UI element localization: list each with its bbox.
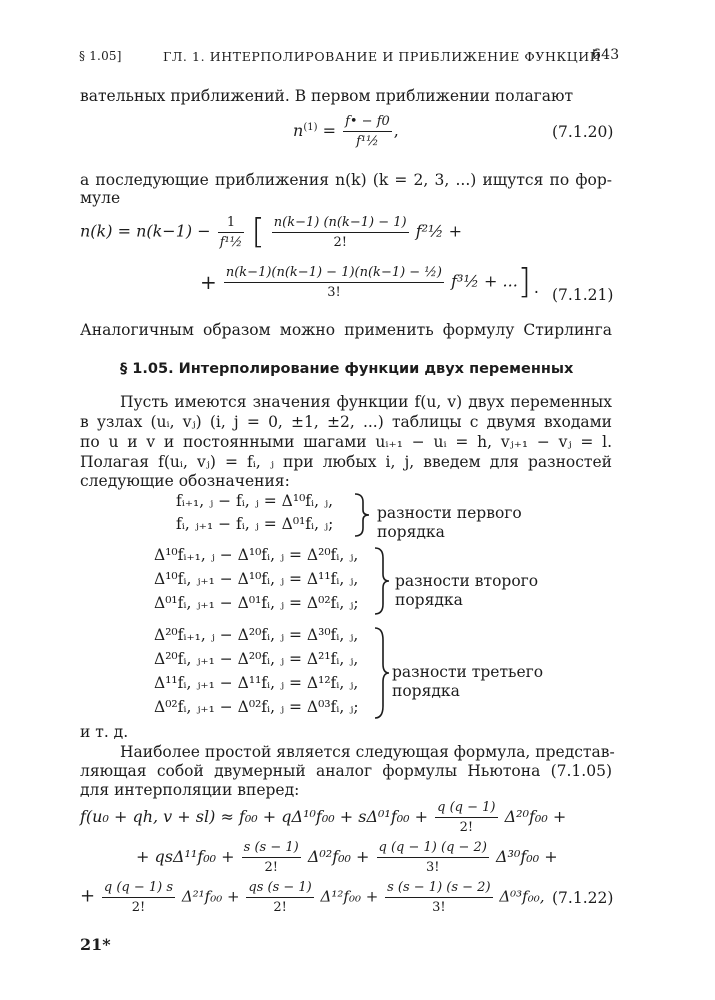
text-line: муле	[80, 189, 121, 207]
fraction	[246, 880, 313, 915]
close-bracket: ].	[517, 262, 542, 302]
text-line: Полагая f(uᵢ, vⱼ) = fᵢ, ⱼ при любых i, j, введем для разностей	[80, 453, 612, 471]
fraction	[218, 215, 245, 250]
eq-lhs: n	[293, 121, 304, 140]
fraction-numerator: qs (s − 1)	[248, 880, 312, 895]
difference-formula: Δ²⁰fᵢ, ⱼ₊₁ − Δ²⁰fᵢ, ⱼ = Δ²¹fᵢ, ⱼ,	[154, 650, 359, 668]
fraction	[343, 114, 392, 149]
equation-7-1-22-row2	[136, 840, 558, 875]
fraction	[272, 215, 409, 250]
eq-part: Δ¹²f₀₀ +	[320, 887, 379, 906]
fraction-denominator: 2!	[272, 232, 409, 250]
fraction-numerator: q (q − 1) (q − 2)	[378, 840, 487, 855]
header-section-ref: § 1.05]	[79, 49, 122, 63]
header-page-number: 643	[592, 47, 620, 63]
section-title: § 1.05. Интерполирование функции двух переменных	[120, 361, 574, 377]
equation-7-1-21-row2	[200, 262, 542, 302]
eq-lhs: n(k) = n(k−1) −	[80, 221, 211, 241]
fraction-denominator: 2!	[246, 897, 313, 915]
eq-tail: ,	[393, 121, 399, 140]
fraction-denominator: 3!	[385, 897, 492, 915]
open-bracket: [	[251, 212, 265, 252]
fraction-denominator: 3!	[224, 282, 444, 300]
fraction-numerator: n(k−1)(n(k−1) − 1)(n(k−1) − ½)	[225, 264, 443, 280]
equation-7-1-21-row1	[80, 212, 462, 252]
eq-part: + qsΔ¹¹f₀₀ +	[136, 847, 235, 866]
eq-lhs-sup: (1)	[303, 122, 318, 133]
fraction	[242, 840, 301, 875]
fraction-denominator: 2!	[242, 857, 301, 875]
text-line: для интерполяции вперед:	[80, 781, 300, 799]
difference-formula: Δ⁰¹fᵢ, ⱼ₊₁ − Δ⁰¹fᵢ, ⱼ = Δ⁰²fᵢ, ⱼ;	[154, 594, 359, 612]
eq-tail: Δ⁰³f₀₀,	[499, 887, 545, 906]
fraction	[102, 880, 175, 915]
text-line: следующие обозначения:	[80, 472, 290, 490]
text-line: по u и v и постоянными шагами uᵢ₊₁ − uᵢ = h, vⱼ₊₁ − vⱼ = l.	[80, 433, 612, 451]
fraction-denominator: f¹½	[218, 232, 245, 250]
difference-formula: Δ⁰²fᵢ, ⱼ₊₁ − Δ⁰²fᵢ, ⱼ = Δ⁰³fᵢ, ⱼ;	[154, 698, 359, 716]
fraction	[385, 880, 492, 915]
right-brace-icon	[352, 492, 372, 538]
text-line: ляющая собой двумерный аналог формулы Ньютона (7.1.05)	[80, 762, 612, 780]
eq-part: f(u₀ + qh, v + sl) ≈ f₀₀ + qΔ¹⁰f₀₀ + sΔ⁰¹f₀₀ +	[80, 807, 429, 826]
eq-sign: =	[317, 121, 342, 140]
difference-label: порядка	[395, 591, 463, 609]
equation-7-1-22-row3	[80, 880, 545, 915]
eq-tail: f²½ +	[415, 221, 463, 241]
text-line: а последующие приближения n(k) (k = 2, 3, ...) ищутся по фор-	[80, 171, 612, 189]
equation-number: (7.1.20)	[552, 123, 614, 141]
right-brace-icon	[372, 546, 392, 616]
difference-formula: Δ¹¹fᵢ, ⱼ₊₁ − Δ¹¹fᵢ, ⱼ = Δ¹²fᵢ, ⱼ,	[154, 674, 359, 692]
fraction-denominator: 2!	[435, 817, 497, 835]
equation-7-1-20	[293, 114, 399, 149]
difference-label: разности первого	[377, 504, 522, 522]
plus-sign: +	[80, 885, 96, 907]
header-chapter-title: ГЛ. 1. ИНТЕРПОЛИРОВАНИЕ И ПРИБЛИЖЕНИЕ ФУНКЦИЙ	[163, 49, 602, 64]
text-line: Аналогичным образом можно применить формулу Стирлинга	[80, 321, 612, 339]
fraction-numerator: s (s − 1)	[243, 840, 299, 855]
text-line: в узлах (uᵢ, vⱼ) (i, j = 0, ±1, ±2, ...) таблицы с двумя входами	[80, 413, 612, 431]
fraction-numerator: f• − f0	[345, 114, 390, 129]
fraction-numerator: q (q − 1) s	[103, 880, 174, 895]
difference-formula: Δ¹⁰fᵢ, ⱼ₊₁ − Δ¹⁰fᵢ, ⱼ = Δ¹¹fᵢ, ⱼ,	[154, 570, 359, 588]
eq-tail: f³½ + ...	[451, 271, 518, 291]
plus-sign: +	[200, 270, 217, 294]
eq-part: Δ⁰²f₀₀ +	[307, 847, 370, 866]
equation-7-1-22-row1	[80, 800, 566, 835]
fraction-numerator: n(k−1) (n(k−1) − 1)	[273, 214, 407, 230]
difference-formula: Δ²⁰fᵢ₊₁, ⱼ − Δ²⁰fᵢ, ⱼ = Δ³⁰fᵢ, ⱼ,	[154, 626, 359, 644]
text-line: и т. д.	[80, 723, 129, 741]
text-line: Пусть имеются значения функции f(u, v) двух переменных	[120, 393, 612, 411]
printer-signature: 21*	[80, 935, 111, 954]
difference-label: порядка	[377, 523, 445, 541]
difference-formula: Δ¹⁰fᵢ₊₁, ⱼ − Δ¹⁰fᵢ, ⱼ = Δ²⁰fᵢ, ⱼ,	[154, 546, 359, 564]
difference-label: порядка	[392, 682, 460, 700]
fraction	[377, 840, 489, 875]
fraction-numerator: 1	[226, 214, 236, 230]
difference-formula: fᵢ, ⱼ₊₁ − fᵢ, ⱼ = Δ⁰¹fᵢ, ⱼ;	[176, 515, 334, 533]
eq-part: Δ²¹f₀₀ +	[181, 887, 240, 906]
fraction	[435, 800, 497, 835]
fraction-numerator: q (q − 1)	[437, 800, 496, 815]
right-brace-icon	[372, 626, 392, 720]
difference-label: разности третьего	[392, 663, 544, 681]
text-line: Наиболее простой является следующая формула, представ-	[120, 743, 615, 761]
difference-formula: fᵢ₊₁, ⱼ − fᵢ, ⱼ = Δ¹⁰fᵢ, ⱼ,	[176, 492, 334, 510]
difference-label: разности второго	[395, 572, 539, 590]
equation-number: (7.1.22)	[552, 889, 614, 907]
eq-tail: Δ³⁰f₀₀ +	[496, 847, 558, 866]
fraction-denominator: f¹½	[343, 131, 392, 149]
fraction-denominator: 2!	[102, 897, 175, 915]
equation-number: (7.1.21)	[552, 286, 614, 304]
text-line: вательных приближений. В первом приближении полагают	[80, 87, 574, 105]
fraction-numerator: s (s − 1) (s − 2)	[387, 880, 491, 895]
fraction-denominator: 3!	[377, 857, 489, 875]
fraction	[224, 265, 444, 300]
eq-tail: Δ²⁰f₀₀ +	[504, 807, 567, 826]
